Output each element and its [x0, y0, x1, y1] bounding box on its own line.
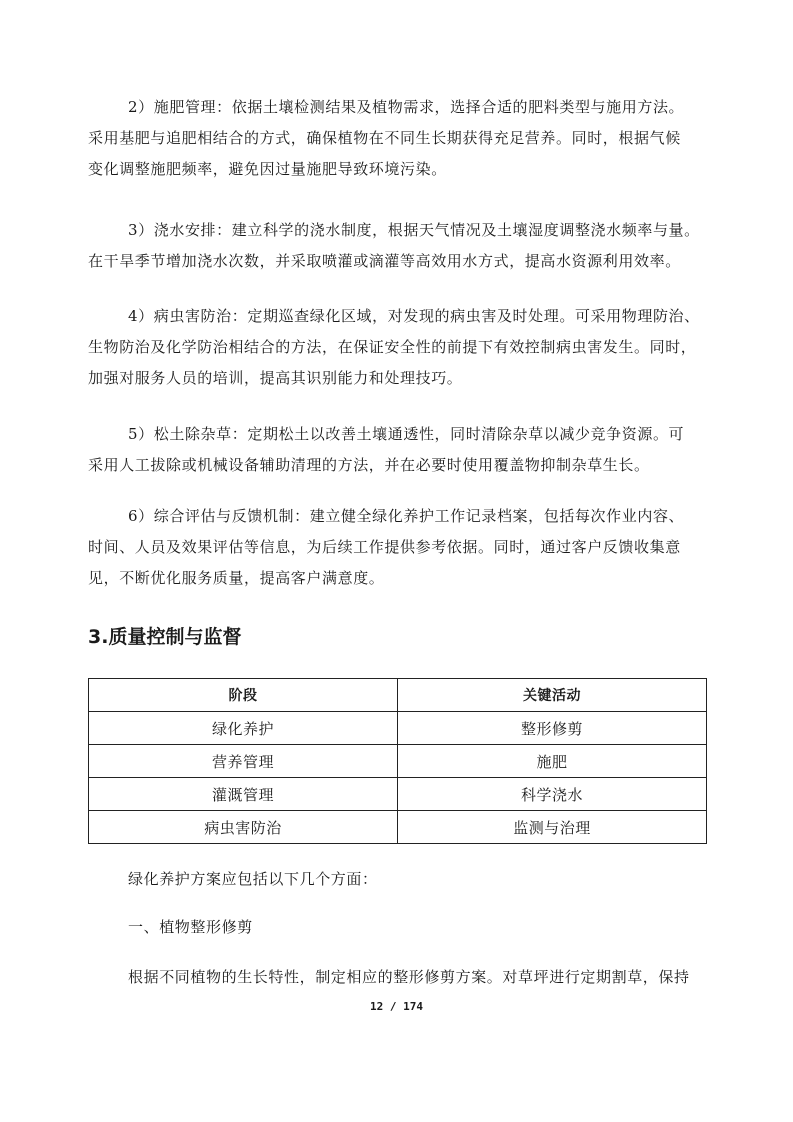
table-cell: 监测与治理: [398, 811, 707, 844]
paragraph-line: 加强对服务人员的培训，提高其识别能力和处理技巧。: [88, 369, 463, 387]
table-cell: 绿化养护: [89, 712, 398, 745]
table-cell: 营养管理: [89, 745, 398, 778]
paragraph-evaluation: [88, 501, 708, 594]
quality-control-table: [88, 678, 707, 844]
table-cell: 病虫害防治: [89, 811, 398, 844]
page-number: 12 / 174: [370, 1000, 423, 1013]
paragraph-line: 绿化养护方案应包括以下几个方面：: [128, 870, 378, 888]
paragraph-line: 在干旱季节增加浇水次数，并采取喷灌或滴灌等高效用水方式，提高水资源利用效率。: [88, 252, 681, 270]
table-cell: 施肥: [398, 745, 707, 778]
table-row: [89, 745, 707, 778]
table-cell: 灌溉管理: [89, 778, 398, 811]
table-row: [89, 778, 707, 811]
paragraph-line: 3）浇水安排：建立科学的浇水制度，根据天气情况及土壤湿度调整浇水频率与量。: [128, 221, 700, 239]
table-header-cell: 阶段: [89, 679, 398, 712]
paragraph-line: 6）综合评估与反馈机制：建立健全绿化养护工作记录档案，包括每次作业内容、: [128, 507, 685, 525]
table-header-cell: 关键活动: [398, 679, 707, 712]
table-cell: 科学浇水: [398, 778, 707, 811]
paragraph-fertilization: [88, 92, 708, 185]
paragraph-line: 变化调整施肥频率，避免因过量施肥导致环境污染。: [88, 160, 447, 178]
pruning-paragraph: [88, 962, 708, 993]
paragraph-line: 根据不同植物的生长特性，制定相应的整形修剪方案。对草坪进行定期割草，保持: [128, 968, 690, 986]
intro-paragraph: [88, 864, 708, 895]
subheading-text: 一、植物整形修剪: [128, 918, 253, 936]
paragraph-line: 2）施肥管理：依据土壤检测结果及植物需求，选择合适的肥料类型与施用方法。: [128, 98, 685, 116]
paragraph-watering: [88, 215, 708, 277]
table-cell: 整形修剪: [398, 712, 707, 745]
paragraph-line: 采用基肥与追肥相结合的方式，确保植物在不同生长期获得充足营养。同时，根据气候: [88, 129, 681, 147]
subheading-paragraph: [88, 912, 708, 943]
paragraph-line: 见，不断优化服务质量，提高客户满意度。: [88, 569, 385, 587]
paragraph-line: 5）松土除杂草：定期松土以改善土壤通透性，同时清除杂草以减少竞争资源。可: [128, 425, 685, 443]
table-row: [89, 712, 707, 745]
paragraph-line: 时间、人员及效果评估等信息，为后续工作提供参考依据。同时，通过客户反馈收集意: [88, 538, 681, 556]
section-heading: 3.质量控制与监督: [88, 626, 242, 648]
paragraph-line: 生物防治及化学防治相结合的方法，在保证安全性的前提下有效控制病虫害发生。同时，: [88, 338, 697, 356]
paragraph-weeding: [88, 419, 708, 481]
table-row: [89, 811, 707, 844]
paragraph-pest-control: [88, 301, 708, 394]
table-header-row: [89, 679, 707, 712]
paragraph-line: 采用人工拔除或机械设备辅助清理的方法，并在必要时使用覆盖物抑制杂草生长。: [88, 456, 650, 474]
paragraph-line: 4）病虫害防治：定期巡查绿化区域，对发现的病虫害及时处理。可采用物理防治、: [128, 307, 700, 325]
